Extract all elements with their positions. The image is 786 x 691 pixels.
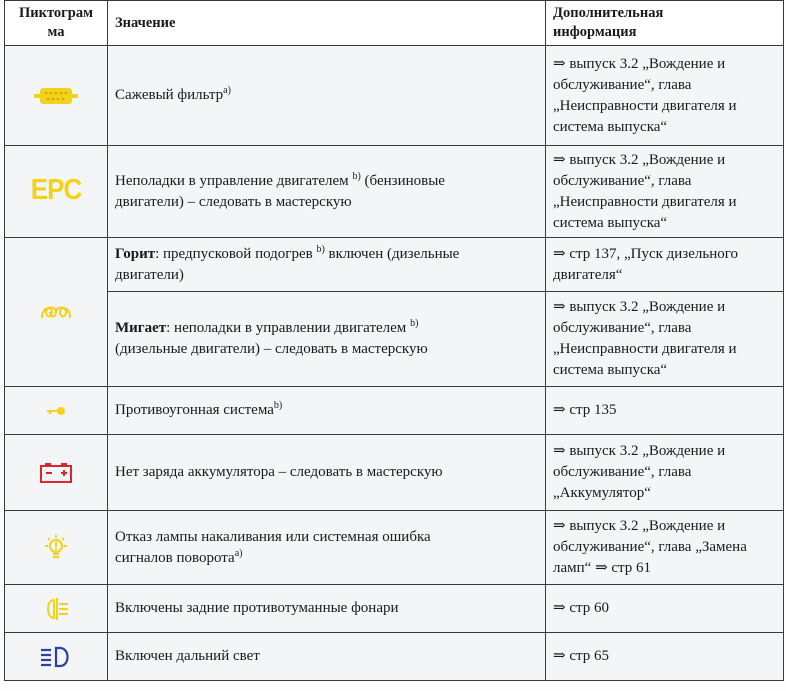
high-beam-icon	[39, 646, 73, 668]
soot-filter-icon	[34, 86, 78, 106]
info-cell: ⇒ выпуск 3.2 „Вождение и обслуживание“, глава „Аккумулятор“	[546, 435, 784, 511]
meaning-cell: Включен дальний свет	[108, 633, 546, 681]
key-icon	[46, 406, 66, 416]
bulb-failure-icon	[41, 534, 71, 562]
table-row	[5, 292, 784, 387]
pictogram-cell	[5, 238, 108, 387]
battery-icon	[39, 462, 73, 484]
meaning-cell: Отказ лампы накаливания или системная ошибка сигналов поворота$^{a)}$	[108, 511, 546, 585]
indicator-legend-table	[4, 0, 784, 681]
glow-plug-icon	[39, 302, 73, 322]
meaning-cell: Противоугонная система$^{b)}$	[108, 387, 546, 435]
table-row	[5, 387, 784, 435]
meaning-cell: Включены задние противотуманные фонари	[108, 585, 546, 633]
pictogram-cell	[5, 435, 108, 511]
pictogram-cell	[5, 511, 108, 585]
meaning-cell: Неполадки в управление двигателем $^{b)}$ (бензиновые двигатели) – следовать в мастерскую	[108, 146, 546, 238]
meaning-cell: Мигает: неполадки в управлении двигателем $^{b)}$ (дизельные двигатели) – следовать в мастерскую	[108, 292, 546, 387]
epc-icon: EPC	[30, 171, 82, 205]
meaning-cell: Нет заряда аккумулятора – следовать в мастерскую	[108, 435, 546, 511]
table-row	[5, 146, 784, 238]
meaning-cell: Горит: предпусковой подогрев $^{b)}$ включен (дизельные двигатели)	[108, 238, 546, 292]
header-meaning: Значение	[108, 1, 546, 46]
info-cell: ⇒ выпуск 3.2 „Вождение и обслуживание“, глава „Неисправности двигателя и система выпуска“	[546, 46, 784, 146]
info-cell: ⇒ выпуск 3.2 „Вождение и обслуживание“, глава „Неисправности двигателя и система выпуска“	[546, 146, 784, 238]
table-row	[5, 46, 784, 146]
info-cell: ⇒ выпуск 3.2 „Вождение и обслуживание“, глава „Неисправности двигателя и система выпуска“	[546, 292, 784, 387]
info-cell: ⇒ стр 135	[546, 387, 784, 435]
info-cell: ⇒ стр 137, „Пуск дизельного двигателя“	[546, 238, 784, 292]
info-cell: ⇒ выпуск 3.2 „Вождение и обслуживание“, глава „Замена ламп“ ⇒ стр 61	[546, 511, 784, 585]
table-row	[5, 633, 784, 681]
table-row	[5, 435, 784, 511]
pictogram-cell	[5, 633, 108, 681]
pictogram-cell	[5, 46, 108, 146]
header-info: Дополнительная информация	[546, 1, 784, 46]
pictogram-cell	[5, 585, 108, 633]
meaning-cell: Сажевый фильтр$^{a)}$	[108, 46, 546, 146]
table-header-row	[5, 1, 784, 46]
table-row	[5, 585, 784, 633]
info-cell: ⇒ стр 60	[546, 585, 784, 633]
rear-fog-light-icon	[41, 596, 71, 622]
pictogram-cell	[5, 146, 108, 238]
header-pictogram: Пиктограм ма	[5, 1, 108, 46]
table-row	[5, 511, 784, 585]
info-cell: ⇒ стр 65	[546, 633, 784, 681]
table-row	[5, 238, 784, 292]
pictogram-cell	[5, 387, 108, 435]
